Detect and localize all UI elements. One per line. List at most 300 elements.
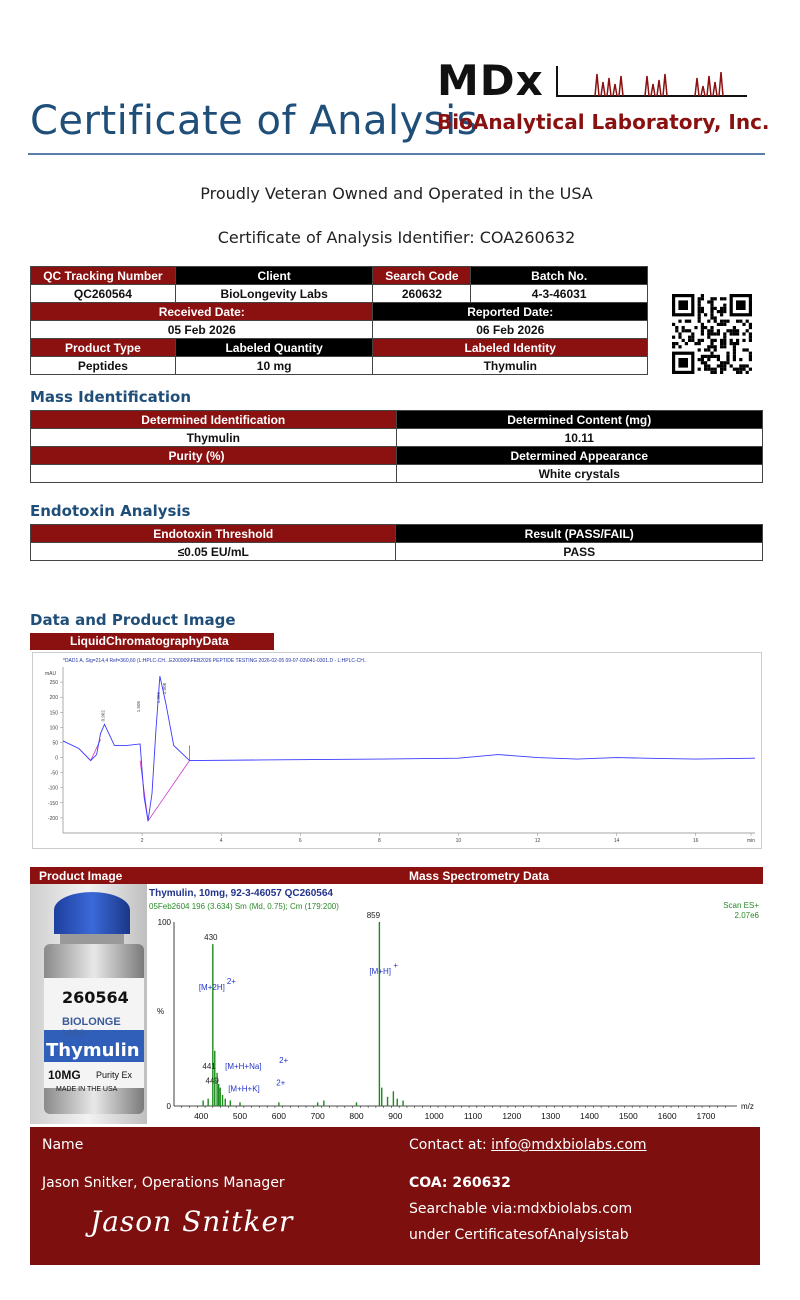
ms-y-label: % (157, 1007, 165, 1016)
qr-module (701, 339, 704, 342)
qr-module (736, 329, 739, 332)
qr-module (698, 304, 701, 307)
qr-module (720, 345, 723, 348)
qr-module (704, 326, 707, 329)
qr-module (736, 368, 739, 371)
data-heading: Data and Product Image (30, 611, 236, 629)
qr-module (730, 332, 733, 335)
qr-module (720, 368, 723, 371)
qr-module (726, 320, 729, 323)
qr-module (710, 339, 713, 342)
mass-id-table (30, 410, 763, 483)
qr-module (710, 355, 713, 358)
lc-y-tick-label: 150 (49, 710, 58, 717)
purity-value: 99.71 (227, 448, 258, 463)
qr-module (698, 310, 701, 313)
qr-code-icon[interactable] (672, 294, 752, 374)
qr-module (704, 368, 707, 371)
vial-brand: BIOLONGE (62, 1016, 121, 1028)
qr-module (707, 300, 710, 303)
qr-module (707, 358, 710, 361)
lc-y-tick-label: 0 (55, 755, 58, 762)
ms-x-tick-label: 700 (310, 1111, 325, 1121)
qr-module (710, 316, 713, 319)
qr-module (717, 355, 720, 358)
qr-module (742, 323, 745, 326)
lc-peak-label: 0.962 (100, 710, 106, 722)
lc-y-tick-label: -50 (50, 770, 58, 777)
qr-finder-core (678, 358, 688, 368)
qr-module (746, 348, 749, 351)
qr-module (720, 339, 723, 342)
qr-module (701, 294, 704, 297)
ms-y-bottom: 0 (166, 1102, 171, 1111)
result-label: Result (PASS/FAIL) (396, 525, 763, 543)
qr-module (742, 368, 745, 371)
qr-module (675, 329, 678, 332)
lc-x-tick-label: 16 (692, 838, 699, 844)
qr-module (717, 364, 720, 367)
vial-brand-sub: LABS (62, 1028, 86, 1038)
qr-module (723, 307, 726, 310)
lc-x-tick-label: 10 (455, 838, 462, 844)
footer-name-label: Name (42, 1137, 84, 1153)
qr-module (701, 332, 704, 335)
qr-module (698, 307, 701, 310)
qr-module (698, 339, 701, 342)
qr-module (672, 323, 675, 326)
ms-ion-label: [M+H+Na] (225, 1061, 262, 1071)
ms-x-tick-label: 1400 (579, 1111, 599, 1121)
result-value: PASS (396, 543, 763, 561)
logo-lab-name: BioAnalytical Laboratory, Inc. (437, 110, 770, 134)
qr-module (707, 320, 710, 323)
lc-x-tick-label: min (746, 838, 756, 844)
ms-chart-title: Thymulin, 10mg, 92-3-46057 QC260564 (149, 888, 333, 899)
qr-module (701, 307, 704, 310)
lc-peak-label: 1.505 (136, 701, 142, 713)
threshold-label: Endotoxin Threshold (31, 525, 396, 543)
qr-module (749, 355, 752, 358)
qr-module (717, 323, 720, 326)
qr-module (672, 336, 675, 339)
qr-module (733, 342, 736, 345)
ms-y-top: 100 (157, 918, 171, 927)
qr-module (730, 342, 733, 345)
qr-module (710, 368, 713, 371)
ms-peak-label: 441 (202, 1061, 216, 1071)
qr-module (704, 361, 707, 364)
qr-module (701, 326, 704, 329)
qr-module (726, 329, 729, 332)
qr-module (723, 339, 726, 342)
qr-module (704, 313, 707, 316)
qr-module (714, 316, 717, 319)
coa-identifier: Certificate of Analysis Identifier: COA260632 (217, 228, 576, 247)
qr-module (685, 320, 688, 323)
qr-module (710, 307, 713, 310)
ms-x-tick-label: 900 (388, 1111, 403, 1121)
qr-module (672, 345, 675, 348)
qr-module (682, 329, 685, 332)
threshold-value: ≤0.05 EU/mL (31, 543, 396, 561)
qr-module (698, 320, 701, 323)
ms-chart-frame (147, 884, 763, 1124)
reported-value: 06 Feb 2026 (373, 321, 648, 339)
purity-empty-cell (31, 465, 397, 483)
qr-module (723, 323, 726, 326)
qc-label: QC Tracking Number (31, 267, 176, 285)
purity-label: Purity (%) (168, 448, 225, 463)
ms-charge-label: 2+ (279, 1055, 289, 1065)
qr-module (710, 352, 713, 355)
qr-module (742, 339, 745, 342)
qr-module (723, 304, 726, 307)
appearance-label: Determined Appearance (396, 447, 763, 465)
lc-x-tick-label: 12 (534, 838, 541, 844)
qr-module (698, 368, 701, 371)
qr-module (675, 342, 678, 345)
qr-module (742, 364, 745, 367)
tagline: Proudly Veteran Owned and Operated in the USA (200, 184, 593, 203)
qr-module (746, 364, 749, 367)
qr-module (678, 336, 681, 339)
qr-module (710, 329, 713, 332)
lc-y-tick-label: -100 (47, 785, 58, 792)
qr-module (733, 348, 736, 351)
signature: Jason Snitker (90, 1205, 294, 1238)
ms-x-tick-label: 1100 (463, 1111, 483, 1121)
qr-module (714, 345, 717, 348)
qr-module (739, 358, 742, 361)
qr-module (717, 358, 720, 361)
lc-peak-label: 1.806 (155, 691, 161, 704)
ms-ion-label: [M+H+K] (228, 1084, 260, 1094)
qr-module (723, 342, 726, 345)
qr-module (749, 368, 752, 371)
qr-module (698, 358, 701, 361)
image-ms-header (30, 867, 763, 884)
qr-module (736, 342, 739, 345)
qr-module (698, 316, 701, 319)
lc-peak-label: 2.008 (161, 682, 167, 695)
qr-module (726, 361, 729, 364)
qr-module (720, 310, 723, 313)
info-table (30, 266, 648, 375)
qr-module (698, 342, 701, 345)
qr-module (707, 336, 710, 339)
qr-module (691, 339, 694, 342)
ms-x-tick-label: 400 (194, 1111, 209, 1121)
qr-module (710, 313, 713, 316)
lc-x-tick-label: 14 (613, 838, 620, 844)
qr-module (720, 323, 723, 326)
qr-module (688, 336, 691, 339)
qr-module (707, 368, 710, 371)
ms-charge-label: + (393, 961, 399, 970)
qr-module (720, 361, 723, 364)
qr-module (723, 297, 726, 300)
qr-module (723, 336, 726, 339)
client-label: Client (175, 267, 373, 285)
ms-x-tick-label: 1500 (618, 1111, 638, 1121)
lc-y-tick-label: 200 (49, 695, 58, 702)
vial-name: Thymulin (46, 1040, 140, 1061)
searchable-line: Searchable via:mdxbiolabs.com (409, 1201, 633, 1217)
ms-chart (147, 884, 763, 1124)
qr-module (720, 320, 723, 323)
contact-email-link[interactable]: info@mdxbiolabs.com (491, 1137, 647, 1153)
ms-x-tick-label: 1600 (657, 1111, 677, 1121)
appearance-value: White crystals (396, 465, 763, 483)
qr-module (730, 329, 733, 332)
lc-x-tick-label: 4 (219, 838, 223, 844)
qr-module (717, 329, 720, 332)
qr-module (733, 368, 736, 371)
ms-scan-value: 2.07e6 (734, 911, 759, 920)
qr-module (720, 371, 723, 374)
qr-module (739, 368, 742, 371)
qr-module (678, 320, 681, 323)
qr-module (714, 297, 717, 300)
qr-module (701, 361, 704, 364)
batch-value: 4-3-46031 (471, 285, 648, 303)
qr-module (746, 329, 749, 332)
qr-module (749, 323, 752, 326)
ms-ion-label: [M+H] (369, 967, 391, 976)
qr-module (698, 297, 701, 300)
qr-module (723, 368, 726, 371)
qr-module (714, 320, 717, 323)
qr-module (678, 345, 681, 348)
qr-module (720, 297, 723, 300)
qr-module (682, 326, 685, 329)
lc-caption: LiquidChromatographyData (30, 633, 274, 650)
lc-y-tick-label: -150 (47, 800, 58, 807)
qr-module (701, 297, 704, 300)
ms-ion-label: [M+2H] (198, 983, 225, 993)
ms-charge-label: 2+ (226, 977, 236, 987)
endotoxin-table (30, 524, 763, 561)
lc-y-label: mAU (45, 671, 57, 677)
qr-module (688, 320, 691, 323)
lc-integration-line (140, 761, 189, 821)
qr-module (694, 326, 697, 329)
search-code-value: 260632 (373, 285, 471, 303)
qr-module (710, 304, 713, 307)
qr-module (746, 320, 749, 323)
qr-module (710, 300, 713, 303)
qr-module (726, 355, 729, 358)
qr-module (720, 307, 723, 310)
qr-module (714, 339, 717, 342)
qr-module (723, 332, 726, 335)
qr-module (733, 352, 736, 355)
ms-x-tick-label: 600 (271, 1111, 286, 1121)
qr-module (714, 355, 717, 358)
qr-module (698, 348, 701, 351)
page-title: Certificate of Analysis (30, 98, 479, 144)
qr-module (672, 342, 675, 345)
qr-module (717, 332, 720, 335)
qr-module (733, 326, 736, 329)
qr-module (726, 352, 729, 355)
ms-chart-subtitle: 05Feb2604 196 (3.634) Sm (Md, 0.75); Cm (179:200) (149, 902, 339, 911)
qr-module (720, 342, 723, 345)
qr-finder-core (736, 300, 746, 310)
qr-module (685, 342, 688, 345)
ms-peak-label: 449 (205, 1076, 219, 1086)
qr-module (736, 320, 739, 323)
qr-module (730, 364, 733, 367)
qr-module (717, 310, 720, 313)
qr-module (749, 339, 752, 342)
received-value: 05 Feb 2026 (31, 321, 373, 339)
qr-module (698, 313, 701, 316)
product-type-value: Peptides (31, 357, 176, 375)
qr-module (688, 329, 691, 332)
qr-module (749, 352, 752, 355)
qr-module (726, 358, 729, 361)
under-tab-line: under CertificatesofAnalysistab (409, 1227, 629, 1243)
qr-module (701, 310, 704, 313)
qr-module (749, 358, 752, 361)
lc-y-tick-label: -200 (47, 815, 58, 822)
qr-module (688, 339, 691, 342)
ms-x-tick-label: 800 (349, 1111, 364, 1121)
qc-value: QC260564 (31, 285, 176, 303)
qr-module (707, 355, 710, 358)
contact-line (409, 1137, 647, 1153)
qr-module (733, 358, 736, 361)
purity-cell (31, 447, 397, 465)
qr-module (742, 348, 745, 351)
qr-module (710, 332, 713, 335)
endotoxin-heading: Endotoxin Analysis (30, 502, 191, 520)
qr-module (707, 329, 710, 332)
qr-module (675, 326, 678, 329)
logo-mark: MDx (437, 56, 544, 105)
footer-name-value: Jason Snitker, Operations Manager (42, 1175, 285, 1191)
ms-x-tick-label: 1300 (541, 1111, 561, 1121)
qr-module (710, 326, 713, 329)
qr-module (707, 332, 710, 335)
logo-chromatogram-icon (555, 62, 750, 100)
qr-module (723, 320, 726, 323)
lc-y-tick-label: 250 (49, 680, 58, 687)
ms-x-tick-label: 1700 (696, 1111, 716, 1121)
labeled-identity-label: Labeled Identity (373, 339, 648, 357)
det-id-label: Determined Identification (31, 411, 397, 429)
qr-module (682, 339, 685, 342)
qr-module (710, 345, 713, 348)
qr-module (723, 364, 726, 367)
lc-x-tick-label: 6 (298, 838, 302, 844)
lc-chart (33, 653, 761, 848)
mass-id-heading: Mass Identification (30, 388, 192, 406)
qr-module (723, 345, 726, 348)
qr-module (704, 364, 707, 367)
client-value: BioLongevity Labs (175, 285, 373, 303)
qr-module (742, 332, 745, 335)
ms-peak-label: 859 (366, 911, 381, 920)
qr-module (720, 313, 723, 316)
qr-module (685, 329, 688, 332)
qr-module (691, 336, 694, 339)
qr-module (701, 355, 704, 358)
qr-module (691, 332, 694, 335)
vial-origin: MADE IN THE USA (56, 1086, 118, 1093)
footer (30, 1127, 760, 1265)
qr-module (704, 355, 707, 358)
qr-module (733, 355, 736, 358)
content-value: 10.11 (396, 429, 763, 447)
qr-module (701, 329, 704, 332)
labeled-identity-value: Thymulin (373, 357, 648, 375)
qr-module (739, 364, 742, 367)
qr-module (749, 332, 752, 335)
qr-module (736, 339, 739, 342)
ms-charge-label: 2+ (276, 1078, 286, 1088)
qr-module (714, 307, 717, 310)
received-label: Received Date: (31, 303, 373, 321)
lc-chart-frame (32, 652, 762, 849)
qr-module (714, 332, 717, 335)
lc-x-tick-label: 2 (140, 838, 144, 844)
qr-module (710, 371, 713, 374)
qr-module (710, 297, 713, 300)
det-id-value: Thymulin (31, 429, 397, 447)
product-image-label: Product Image (39, 869, 123, 883)
qr-module (710, 342, 713, 345)
content-label: Determined Content (mg) (396, 411, 763, 429)
search-code-label: Search Code (373, 267, 471, 285)
qr-module (733, 329, 736, 332)
labeled-quantity-label: Labeled Quantity (175, 339, 373, 357)
qr-module (714, 368, 717, 371)
header-divider (28, 153, 765, 155)
qr-module (733, 332, 736, 335)
ms-x-tick-label: 500 (232, 1111, 248, 1121)
qr-module (704, 348, 707, 351)
qr-module (733, 345, 736, 348)
ms-x-tick-label: 1200 (502, 1111, 522, 1121)
qr-module (746, 371, 749, 374)
qr-finder-core (678, 300, 688, 310)
qr-module (710, 310, 713, 313)
qr-module (714, 371, 717, 374)
qr-module (701, 323, 704, 326)
coa-number: COA: 260632 (409, 1175, 511, 1191)
qr-module (714, 348, 717, 351)
qr-module (736, 371, 739, 374)
qr-module (720, 364, 723, 367)
vial-code: 260564 (62, 988, 129, 1007)
lc-x-tick-label: 8 (377, 838, 381, 844)
qr-module (739, 320, 742, 323)
qr-module (723, 361, 726, 364)
reported-label: Reported Date: (373, 303, 648, 321)
vial-dose: 10MG (48, 1068, 81, 1082)
labeled-quantity-value: 10 mg (175, 357, 373, 375)
lc-y-tick-label: 100 (49, 725, 58, 732)
qr-module (707, 348, 710, 351)
ms-scan-label: Scan ES+ (723, 901, 759, 910)
ms-x-tick-label: 1000 (424, 1111, 444, 1121)
qr-module (739, 371, 742, 374)
batch-label: Batch No. (471, 267, 648, 285)
contact-prefix: Contact at: (409, 1137, 492, 1153)
